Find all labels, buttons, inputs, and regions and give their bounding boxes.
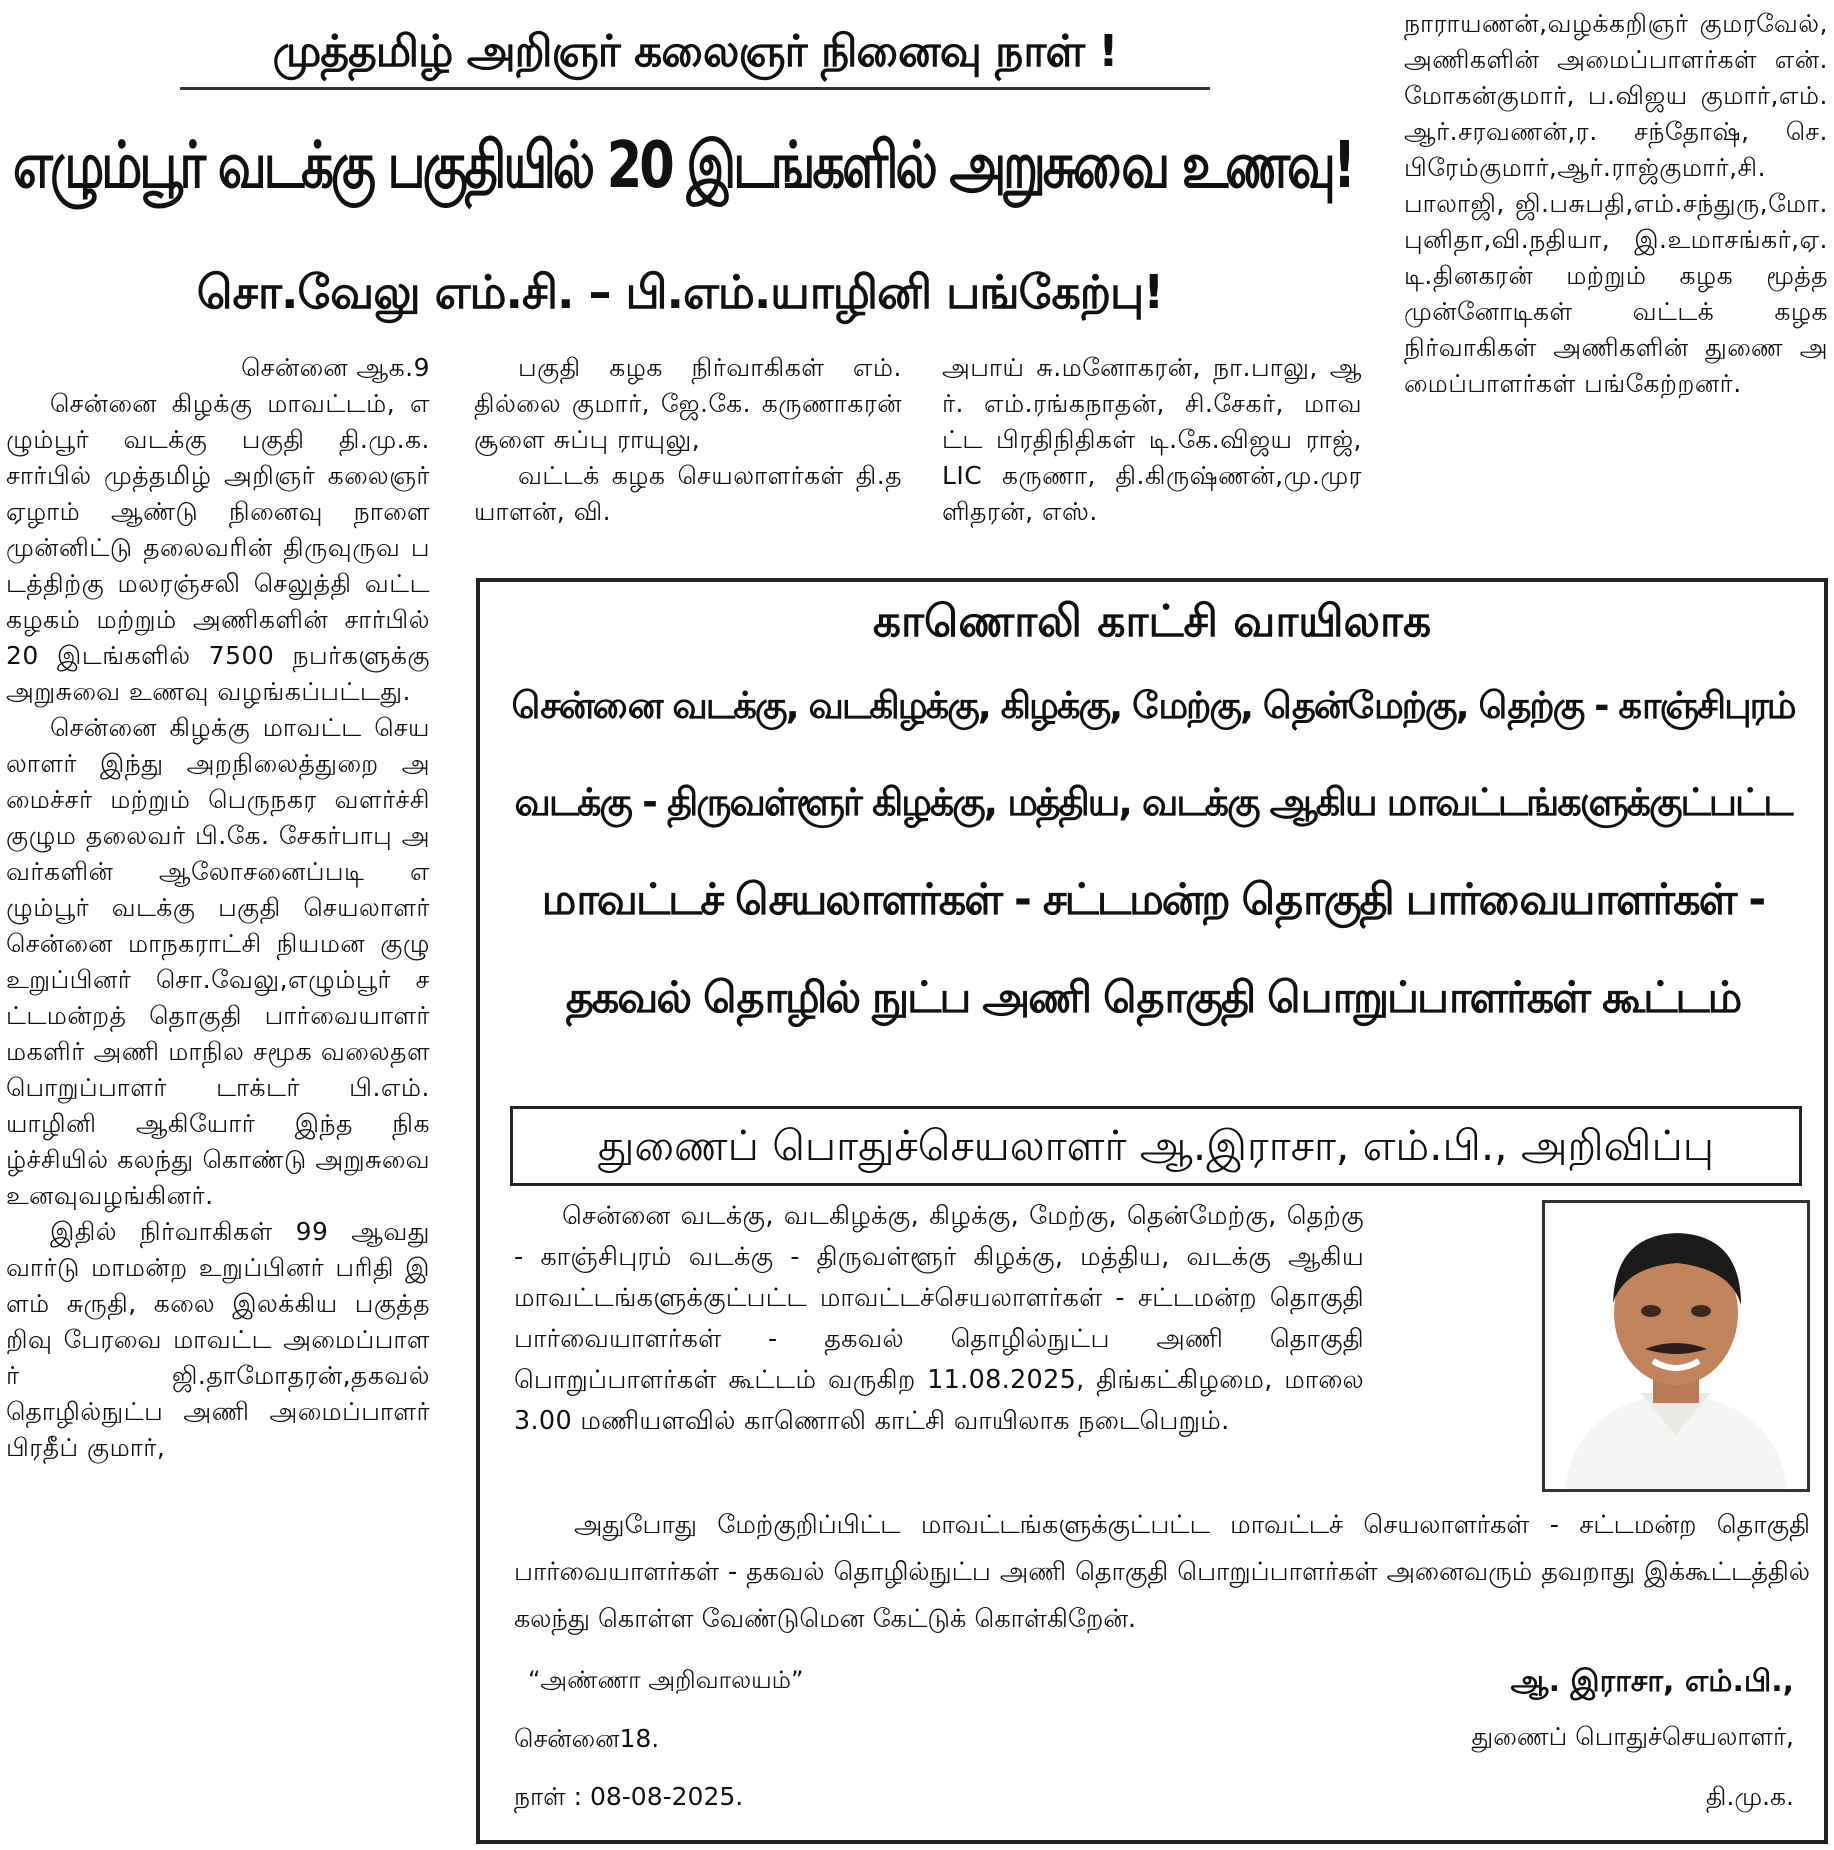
meeting-notice [476,578,1828,1844]
signatory-role: துணைப் பொதுச்செயலாளர், [1471,1722,1794,1751]
dateline: சென்னை ஆக.9 [241,353,430,382]
address-line: சென்னை18. [514,1724,660,1753]
notice-heading-line: தகவல் தொழில் நுட்ப அணி தொகுதி பொறுப்பாளர்கள் கூட்டம் [565,973,1741,1023]
article-paragraph: வட்டக் கழக செயலாளர்கள் தி.தயாளன், வி. [474,461,902,526]
notice-title: காணொலி காட்சி வாயிலாக [872,596,1432,647]
signatory-name: ஆ. இராசா, எம்.பி., [1510,1664,1794,1699]
portrait-icon [1545,1203,1807,1489]
signatory-party: தி.மு.க. [1705,1782,1794,1811]
article-column-3 [942,350,1362,530]
article-column-2 [474,350,902,530]
notice-body [514,1196,1364,1442]
article-paragraph: இதில் நிர்வாகிகள் 99 ஆவது வார்டு மாமன்ற உறுப்பினர் பரிதி இளம் சுருதி, கலை இலக்கிய பகுத்தறிவு பேரவை மாவட்ட அமைப்பாளர் ஜி.தாமோதரன்,தகவல் தொழில்நுட்ப அணி அமைப்பாளர் பிரதீப் குமார், [6,1217,430,1462]
notice-heading-line: வடக்கு - திருவள்ளூர் கிழக்கு, மத்திய, வடக்கு ஆகிய மாவட்டங்களுக்குட்பட்ட [514,780,1792,824]
article-paragraph: சென்னை கிழக்கு மாவட்டம், எழும்பூர் வடக்கு பகுதி தி.மு.க. சார்பில் முத்தமிழ் அறிஞர் கலைஞர் ஏழாம் ஆண்டு நினைவு நாளை முன்னிட்டு தலைவரின் திருவுருவ படத்திற்கு மலரஞ்சலி செலுத்தி வட்ட கழகம் மற்றும் அணிகளின் சார்பில் 20 இடங்களில் 7500 நபர்களுக்கு அறுசுவை உணவு வழங்கப்பட்டது. [6,389,430,706]
article-paragraph: பகுதி கழக நிர்வாகிகள் எம்.தில்லை குமார், ஜே.கே. கருணாகரன் சூளை சுப்பு ராயுலு, [474,353,902,454]
main-headline: எழும்பூர் வடக்கு பகுதியில் 20 இடங்களில் அறுசுவை உணவு! [12,129,1354,204]
notice-heading-line: சென்னை வடக்கு, வடகிழக்கு, கிழக்கு, மேற்கு, தென்மேற்கு, தெற்கு - காஞ்சிபுரம் [511,684,1795,727]
article-paragraph: அபாய் சு.மனோகரன், நா.பாலு, ஆர். எம்.ரங்கநாதன், சி.சேகர், மாவட்ட பிரதிநிதிகள் டி.கே.விஜய ராஜ், LIC கருணா, தி.கிருஷ்ணன்,மு.முரளிதரன், எஸ். [942,353,1362,526]
address-line: “அண்ணா அறிவாலயம்” [528,1666,804,1694]
article-paragraph: நாராயணன்,வழக்கறிஞர் குமரவேல், அணிகளின் அமைப்பாளர்கள் என். மோகன்குமார், ப.விஜய குமார்,எம். ஆர்.சரவணன்,ர. சந்தோஷ், செ.பிரேம்குமார்,ஆர்.ராஜ்குமார்,சி. பாலாஜி, ஜி.பசுபதி,எம்.சந்துரு,மோ.புனிதா,வி.நதியா, இ.உமாசங்கர்,ஏ.டி.தினகரன் மற்றும் கழக மூத்த முன்னோடிகள் வட்டக் கழக நிர்வாகிகள் அணிகளின் துணை அமைப்பாளர்கள் பங்கேற்றனர். [1404,9,1828,398]
notice-body-2 [514,1502,1810,1643]
notice-paragraph: சென்னை வடக்கு, வடகிழக்கு, கிழக்கு, மேற்கு, தென்மேற்கு, தெற்கு - காஞ்சிபுரம் வடக்கு - திருவள்ளூர் கிழக்கு, மத்திய, வடக்கு ஆகிய மாவட்டங்களுக்குட்பட்ட மாவட்டச்செயலாளர்கள் - சட்டமன்ற தொகுதி பார்வையாளர்கள் - தகவல் தொழில்நுட்ப அணி தொகுதி பொறுப்பாளர்கள் கூட்டம் வருகிற 11.08.2025, திங்கட்கிழமை, மாலை 3.00 மணியளவில் காணொலி காட்சி வாயிலாக நடைபெறும். [514,1201,1364,1436]
article-column-1 [6,350,430,1466]
announcement-banner: துணைப் பொதுச்செயலாளர் ஆ.இராசா, எம்.பி., அறிவிப்பு [510,1106,1802,1186]
kicker-headline: முத்தமிழ் அறிஞர் கலைஞர் நினைவு நாள் ! [180,14,1210,90]
notice-paragraph: அதுபோது மேற்குறிப்பிட்ட மாவட்டங்களுக்குட்பட்ட மாவட்டச் செயலாளர்கள் - சட்டமன்ற தொகுதி பார்வையாளர்கள் - தகவல் தொழில்நுட்ப அணி தொகுதி பொறுப்பாளர்கள் அனைவரும் தவறாது இக்கூட்டத்தில் கலந்து கொள்ள வேண்டுமென கேட்டுக் கொள்கிறேன். [514,1510,1810,1634]
sub-headline: சொ.வேலு எம்.சி. – பி.எம்.யாழினி பங்கேற்பு! [196,265,1164,319]
notice-date: நாள் : 08-08-2025. [514,1782,744,1811]
article-paragraph: சென்னை கிழக்கு மாவட்ட செயலாளர் இந்து அறநிலைத்துறை அமைச்சர் மற்றும் பெருநகர வளர்ச்சி குழும தலைவர் பி.கே. சேகர்பாபு அவர்களின் ஆலோசனைப்படி எழும்பூர் வடக்கு பகுதி செயலாளர் சென்னை மாநகராட்சி நியமன குழு உறுப்பினர் சொ.வேலு,எழும்பூர் சட்டமன்றத் தொகுதி பார்வையாளர் மகளிர் அணி மாநில சமூக வலைதள பொறுப்பாளர் டாக்டர் பி.எம்.யாழினி ஆகியோர் இந்த நிகழ்ச்சியில் கலந்து கொண்டு அறுசுவை உனவுவழங்கினர். [6,713,430,1210]
article-column-4 [1404,6,1828,402]
notice-heading-line: மாவட்டச் செயலாளர்கள் - சட்டமன்ற தொகுதி பார்வையாளர்கள் - [541,875,1765,925]
portrait-photo [1542,1200,1810,1492]
